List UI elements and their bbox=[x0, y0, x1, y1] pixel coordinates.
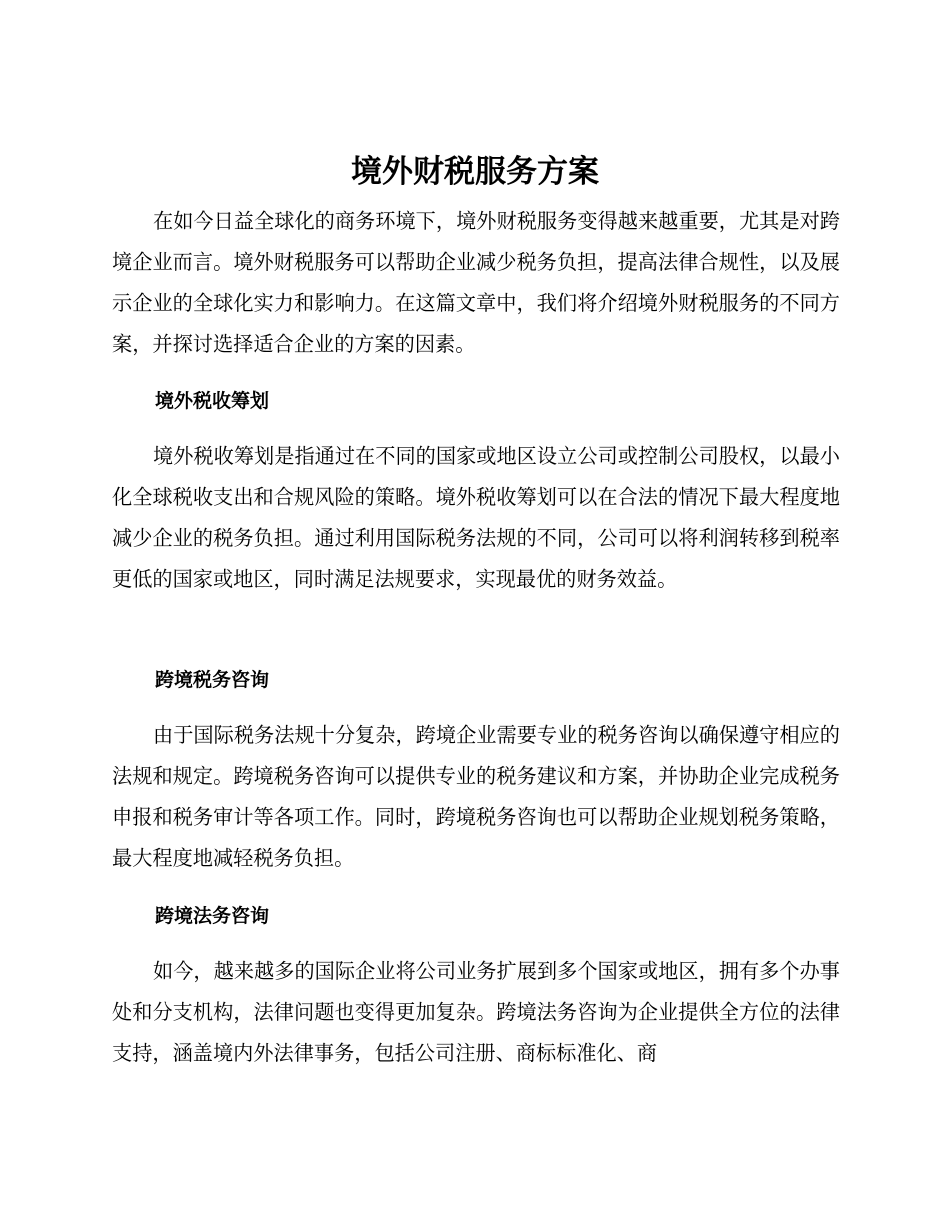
section-paragraph-tax-planning: 境外税收筹划是指通过在不同的国家或地区设立公司或控制公司股权，以最小化全球税收支出和合规风险的策略。境外税收筹划可以在合法的情况下最大程度地减少企业的税务负担。通过利用国际税务法规的不同，公司可以将利润转移到税率更低的国家或地区，同时满足法规要求，实现最优的财务效益。 bbox=[112, 444, 840, 591]
section-paragraph-tax-consulting: 由于国际税务法规十分复杂，跨境企业需要专业的税务咨询以确保遵守相应的法规和规定。跨境税务咨询可以提供专业的税务建议和方案，并协助企业完成税务申报和税务审计等各项工作。同时，跨境税务咨询也可以帮助企业规划税务策略，最大程度地减轻税务负担。 bbox=[112, 723, 840, 870]
intro-paragraph: 在如今日益全球化的商务环境下，境外财税服务变得越来越重要，尤其是对跨境企业而言。境外财税服务可以帮助企业减少税务负担，提高法律合规性，以及展示企业的全球化实力和影响力。在这篇文章中，我们将介绍境外财税服务的不同方案，并探讨选择适合企业的方案的因素。 bbox=[112, 209, 840, 356]
section-paragraph-legal-consulting: 如今，越来越多的国际企业将公司业务扩展到多个国家或地区，拥有多个办事处和分支机构，法律问题也变得更加复杂。跨境法务咨询为企业提供全方位的法律支持，涵盖境内外法律事务，包括公司注册、商标标准化、商 bbox=[112, 959, 840, 1065]
document-title: 境外财税服务方案 bbox=[351, 154, 599, 190]
section-heading-tax-planning: 境外税收筹划 bbox=[155, 390, 270, 412]
section-heading-tax-consulting: 跨境税务咨询 bbox=[155, 669, 270, 691]
section-heading-legal-consulting: 跨境法务咨询 bbox=[155, 905, 270, 927]
